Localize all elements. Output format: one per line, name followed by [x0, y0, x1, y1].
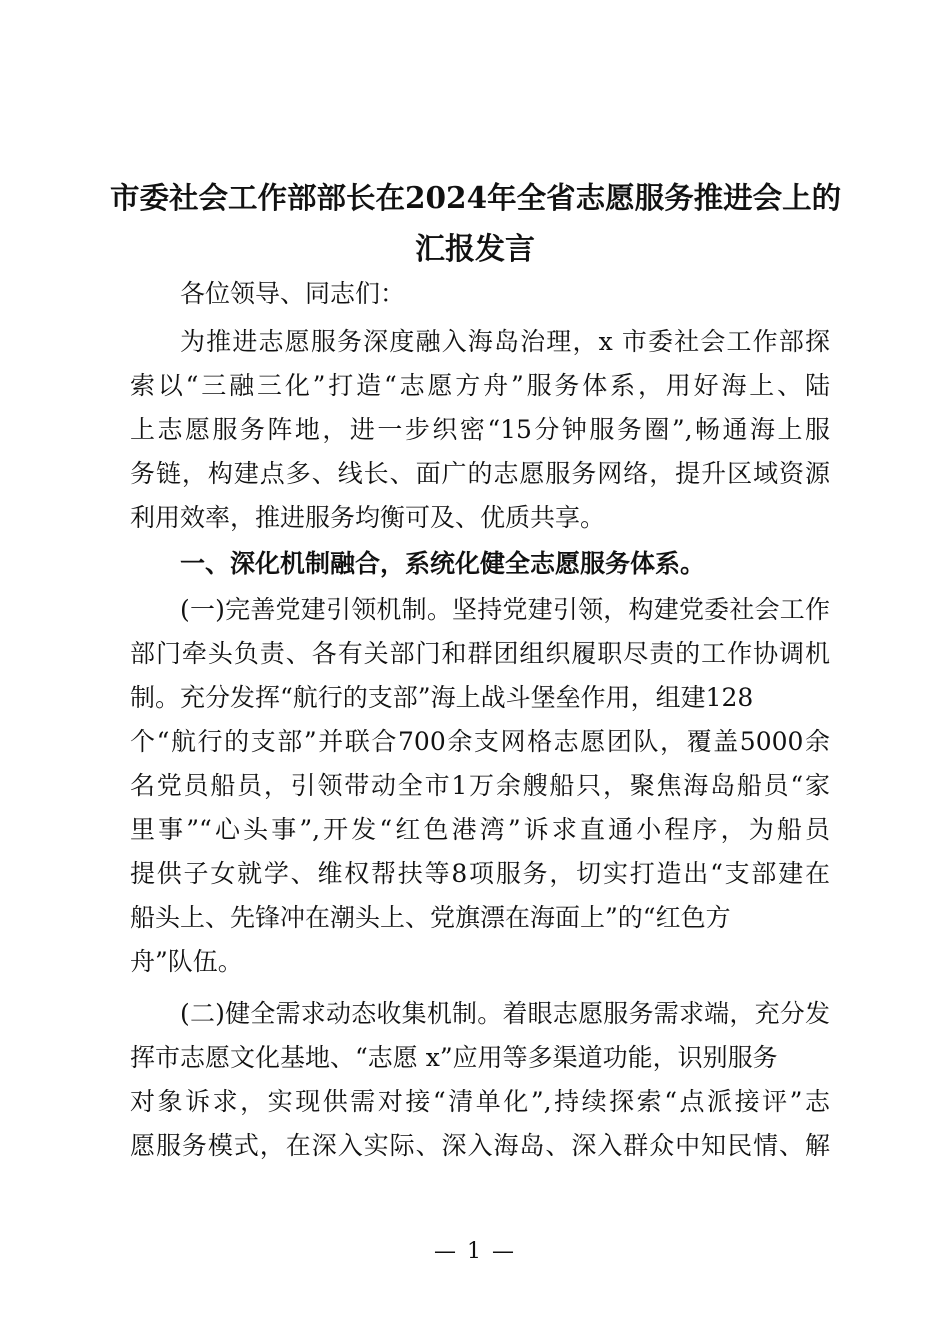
- paragraph-line: 为推进志愿服务深度融入海岛治理，x 市委社会工作部探: [180, 327, 830, 356]
- paragraph-line: 名党员船员，引领带动全市1万余艘船只，聚焦海岛船员“家: [130, 771, 830, 800]
- paragraph-line: 务链，构建点多、线长、面广的志愿服务网络，提升区域资源: [130, 459, 830, 488]
- document-title-line-1: 市委社会工作部部长在2024年全省志愿服务推进会上的: [110, 180, 842, 215]
- paragraph-line: 里事”“心头事”,开发“红色港湾”诉求直通小程序，为船员: [130, 815, 830, 844]
- paragraph-line: 舟”队伍。: [130, 947, 243, 976]
- paragraph-line: 对象诉求，实现供需对接“清单化”,持续探索“点派接评”志: [130, 1087, 830, 1116]
- document-title-line-2: 汇报发言: [415, 232, 535, 267]
- paragraph-line: 索以“三融三化”打造“志愿方舟”服务体系，用好海上、陆: [130, 371, 830, 400]
- section-heading: 一、深化机制融合，系统化健全志愿服务体系。: [180, 549, 706, 578]
- paragraph-line: (一)完善党建引领机制。坚持党建引领，构建党委社会工作: [180, 595, 830, 624]
- paragraph-line: 利用效率，推进服务均衡可及、优质共享。: [130, 503, 606, 532]
- paragraph-line: 船头上、先锋冲在潮头上、党旗漂在海面上”的“红色方: [130, 903, 731, 932]
- paragraph-line: 个“航行的支部”并联合700余支网格志愿团队，覆盖5000余: [130, 727, 830, 756]
- salutation: 各位领导、同志们：: [180, 279, 406, 308]
- paragraph-line: (二)健全需求动态收集机制。着眼志愿服务需求端，充分发: [180, 999, 830, 1028]
- paragraph-line: 提供子女就学、维权帮扶等8项服务，切实打造出“支部建在: [130, 859, 830, 888]
- paragraph-line: 挥市志愿文化基地、“志愿 x”应用等多渠道功能，识别服务: [130, 1043, 778, 1072]
- page-number: — 1 —: [434, 1239, 516, 1264]
- paragraph-line: 制。充分发挥“航行的支部”海上战斗堡垒作用，组建128: [130, 683, 754, 712]
- paragraph-line: 部门牵头负责、各有关部门和群团组织履职尽责的工作协调机: [130, 639, 830, 668]
- paragraph-line: 愿服务模式，在深入实际、深入海岛、深入群众中知民情、解: [130, 1131, 830, 1160]
- paragraph-line: 上志愿服务阵地，进一步织密“15分钟服务圈”,畅通海上服: [130, 415, 830, 444]
